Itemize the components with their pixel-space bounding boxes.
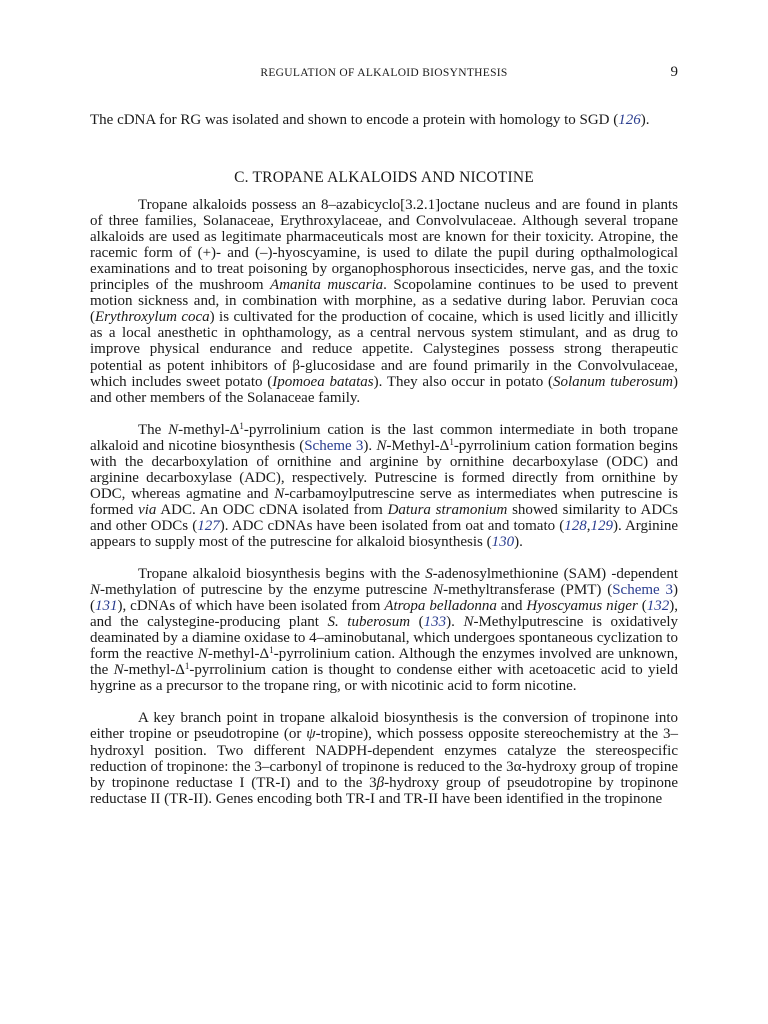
page-number: 9 [670, 64, 678, 80]
paragraph-tropane-intro: Tropane alkaloids possess an 8–azabicyclo[3.2.1]octane nucleus and are found in plants of three families, Solanaceae, Erythroxylaceae, and Convolvulaceae. Although several tropane alkaloids are used as legitimate pharmaceuticals most are known for their toxicity. Atropine, the racemic form of (+)- and (–)-hyoscyamine, is used to dilate the pupil during opthalmological examinations and to treat poisoning by organophosphorous insecticides, nerve gas, and the toxic principles of the mushroom Amanita muscaria. Scopolamine continues to be used to prevent motion sickness and, in combination with morphine, as a sedative during labor. Peruvian coca (Erythroxylum coca) is cultivated for the production of cocaine, which is used licitly and illicitly as a local anesthetic in ophthamology, as a central nervous system stimulant, and as drug to improve physical endurance and reduce appetite. Calystegines possess strong therapeutic potential as potent inhibitors of β-glucosidase and are found primarily in the Convolvulaceae, which includes sweet potato (Ipomoea batatas). They also occur in potato (Solanum tuberosum) and other members of the Solanaceae family. [90, 197, 678, 406]
intro-paragraph: The cDNA for RG was isolated and shown to encode a protein with homology to SGD (126). [90, 112, 650, 128]
paragraph-biosynthesis: Tropane alkaloid biosynthesis begins with the S-adenosylmethionine (SAM) -dependent N-methylation of putrescine by the enzyme putrescine N-methyltransferase (PMT) (Scheme 3) (131), cDNAs of which have been isolated from Atropa belladonna and Hyoscyamus niger (132), and the calystegine-producing plant S. tuberosum (133). N-Methylputrescine is oxidatively deaminated by a diamine oxidase to 4–aminobutanal, which undergoes spontaneous cyclization to form the reactive $N-methyl-\Delta^1$-pyrrolinium cation. Although the enzymes involved are unknown, the $N-methyl-\Delta^1$-pyrrolinium cation is thought to condense either with acetoacetic acid to yield hygrine as a precursor to the tropane ring, or with nicotinic acid to form nicotine. [90, 566, 679, 695]
body-text [90, 112, 678, 807]
running-head-title: REGULATION OF ALKALOID BIOSYNTHESIS [260, 67, 508, 79]
citation-link[interactable]: 132 [646, 598, 670, 615]
scheme-link[interactable]: Scheme 3 [612, 582, 674, 599]
citation-link[interactable]: 128 [564, 517, 587, 534]
citation-link[interactable]: 129 [590, 517, 613, 534]
section-heading: C. TROPANE ALKALOIDS AND NICOTINE [234, 169, 534, 187]
citation-link[interactable]: 127 [197, 517, 220, 534]
running-head [90, 64, 678, 85]
citation-link[interactable]: 133 [423, 614, 447, 631]
paragraph-pyrrolinium: The $N-methyl-\Delta^1$-pyrrolinium cation is the last common intermediate in both tropane alkaloid and nicotine biosynthesis (Scheme 3). $N-Methyl-\Delta^1$-pyrrolinium cation formation begins with the decarboxylation of ornithine and arginine by ornithine decarboxylase (ODC) and arginine decarboxylase (ADC), respectively. Putrescine is formed directly from ornithine by ODC, whereas agmatine and N-carbamoylputrescine serve as intermediates when putrescine is formed via ADC. An ODC cDNA isolated from Datura stramonium showed similarity to ADCs and other ODCs (127). ADC cDNAs have been isolated from oat and tomato (128,129). Arginine appears to supply most of the putrescine for alkaloid biosynthesis (130). [90, 420, 679, 550]
paragraph-branch-point: A key branch point in tropane alkaloid biosynthesis is the conversion of tropinone into either tropine or pseudotropine (or ψ-tropine), which possess opposite stereochemistry at the 3–hydroxyl position. Two different NADPH-dependent enzymes catalyze the stereospecific reduction of tropinone: the 3–carbonyl of tropinone is reduced to the 3α-hydroxy group of tropine by tropinone reductase I (TR-I) and to the 3β-hydroxy group of pseudotropine by tropinone reductase II (TR-II). Genes encoding both TR-I and TR-II have been identified in the tropinone [90, 710, 678, 807]
citation-link[interactable]: 126 [618, 112, 641, 128]
citation-link[interactable]: 130 [491, 533, 515, 550]
citation-link[interactable]: 131 [95, 598, 118, 615]
scheme-link[interactable]: Scheme 3 [304, 437, 364, 454]
